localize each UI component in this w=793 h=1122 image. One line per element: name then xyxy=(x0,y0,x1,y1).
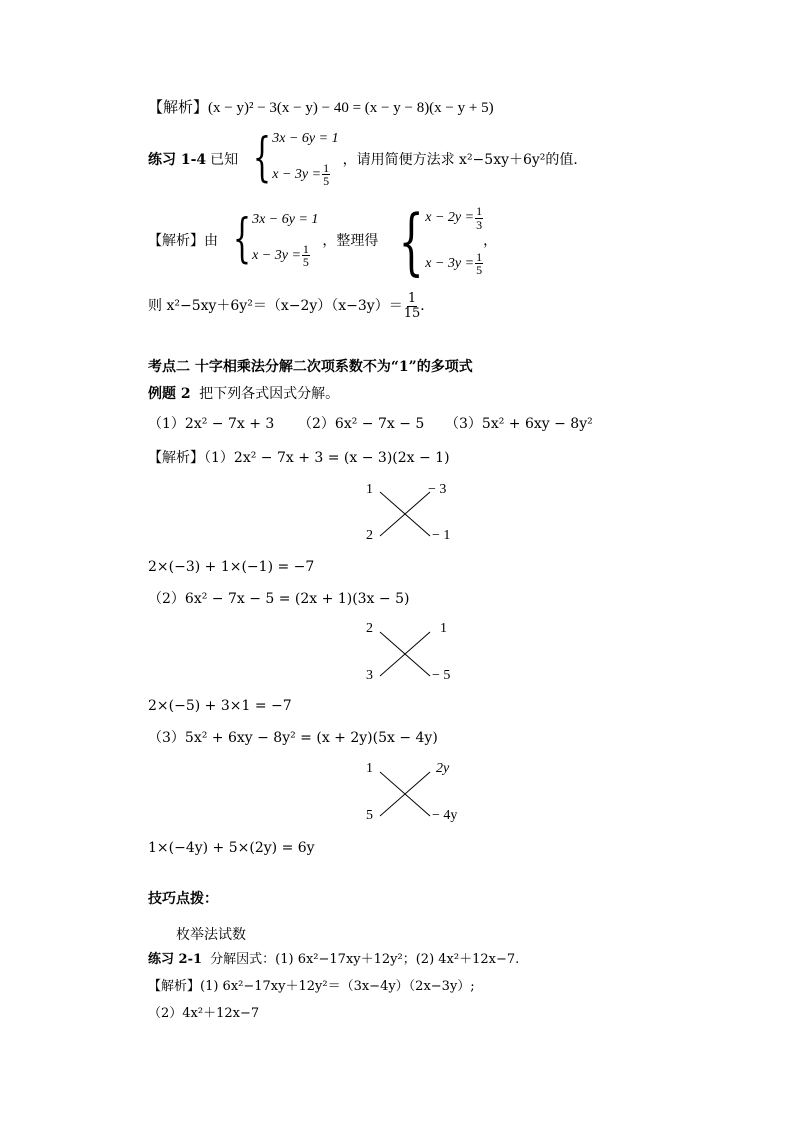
cross-lines xyxy=(360,617,470,687)
numerator: 1 xyxy=(323,160,330,175)
practice-label: 练习 2-1 xyxy=(148,952,203,967)
fraction xyxy=(475,205,483,231)
cross-top-right: 1 xyxy=(440,621,447,636)
solution-label: 【解析】由 xyxy=(148,233,218,249)
solution-2: （2）6x² − 7x − 5 = (2x + 1)(3x − 5) xyxy=(148,591,410,607)
numerator: 1 xyxy=(476,249,483,264)
equation-system-3 xyxy=(378,199,483,283)
tips-title: 技巧点拨： xyxy=(148,891,218,907)
numerator: 1 xyxy=(476,204,483,218)
problem-3: （3）5x² + 6xy − 8y² xyxy=(445,416,593,432)
tips-text: 枚举法试数 xyxy=(176,927,246,943)
fraction xyxy=(302,243,310,269)
cross-bottom-right: − 1 xyxy=(432,528,451,543)
equation-system-1 xyxy=(238,128,339,189)
denominator: 15 xyxy=(403,305,421,321)
brace-icon: { xyxy=(232,209,252,269)
equation-lhs: x − 3y = xyxy=(252,247,301,263)
solution-end: ， xyxy=(483,233,498,249)
denominator: 5 xyxy=(323,174,330,189)
cross-lines xyxy=(360,478,470,548)
solution-mid-text: ，整理得 xyxy=(322,233,379,249)
cross-bottom-left: 2 xyxy=(366,528,373,543)
check-3: 1×(−4y) + 5×(2y) = 6y xyxy=(148,840,315,856)
solution-systems xyxy=(148,199,498,283)
solution-3: （3）5x² + 6xy − 8y² = (x + 2y)(5x − 4y) xyxy=(148,730,438,746)
answer-2-1-1: 【解析】(1) 6x²−17xy＋12y²＝（3x−4y）（2x−3y）; xyxy=(148,979,475,994)
cross-top-right: − 3 xyxy=(428,482,447,497)
practice-question: ，请用简便方法求 x²−5xy＋6y²的值． xyxy=(342,152,588,168)
brace-icon: { xyxy=(253,128,272,188)
practice-text: 分解因式：(1) 6x²−17xy＋12y²；(2) 4x²＋12x−7. xyxy=(210,952,520,967)
check-2: 2×(−5) + 3×1 = −7 xyxy=(148,698,292,714)
cross-lines xyxy=(360,757,470,827)
example-label: 例题 2 xyxy=(148,386,191,402)
solution-text: 【解析】(x − y)² − 3(x − y) − 40 = (x − y − 8)(x − y + 5) xyxy=(148,100,494,116)
known-text: 已知 xyxy=(210,152,239,168)
check-1: 2×(−3) + 1×(−1) = −7 xyxy=(148,559,315,575)
cross-bottom-right: − 4y xyxy=(432,808,458,823)
cross-top-left: 1 xyxy=(366,482,373,497)
equation-row xyxy=(252,243,318,269)
equation-system-2 xyxy=(218,209,319,270)
equation-row xyxy=(272,162,338,188)
fraction xyxy=(404,292,421,320)
denominator: 5 xyxy=(476,263,483,278)
cross-diagram-2 xyxy=(360,617,470,687)
cross-top-right: 2y xyxy=(436,761,450,776)
equation-lhs: x − 2y = xyxy=(425,210,475,226)
example-text: 把下列各式因式分解。 xyxy=(199,386,340,402)
brace-icon: { xyxy=(399,199,425,283)
numerator: 1 xyxy=(407,291,417,306)
example-2 xyxy=(148,387,339,401)
practice-label: 练习 1-4 xyxy=(148,152,207,168)
numerator: 1 xyxy=(302,241,309,256)
denominator: 3 xyxy=(476,217,483,232)
result-text: 则 x²−5xy＋6y²＝（x−2y）（x−3y）＝ xyxy=(148,298,403,315)
equation-row: 3x − 6y = 1 xyxy=(252,212,319,227)
result-end: ． xyxy=(420,298,435,315)
answer-2-1-2: （2）4x²＋12x−7 xyxy=(148,1006,260,1021)
equation-row xyxy=(425,251,483,277)
equation-row: 3x − 6y = 1 xyxy=(272,131,339,146)
fraction xyxy=(475,251,483,277)
solution-line-1 xyxy=(148,101,494,116)
cross-bottom-right: − 5 xyxy=(432,668,451,683)
cross-bottom-left: 5 xyxy=(366,808,373,823)
cross-diagram-1 xyxy=(360,478,470,548)
problem-2: （2）6x² − 7x − 5 xyxy=(298,416,425,432)
problem-1: （1）2x² − 7x + 3 xyxy=(148,416,275,432)
solution-1: 【解析】（1）2x² − 7x + 3 = (x − 3)(2x − 1) xyxy=(148,450,450,466)
denominator: 5 xyxy=(302,255,309,270)
fraction xyxy=(322,162,330,188)
cross-bottom-left: 3 xyxy=(366,668,373,683)
result-line xyxy=(148,292,434,320)
cross-diagram-3 xyxy=(360,757,470,827)
practice-1-4 xyxy=(148,128,588,189)
equation-lhs: x − 3y = xyxy=(425,255,475,271)
section-title: 考点二 十字相乘法分解二次项系数不为“1”的多项式 xyxy=(148,359,473,375)
equation-row xyxy=(425,205,483,231)
cross-top-left: 1 xyxy=(366,761,373,776)
equation-lhs: x − 3y = xyxy=(272,166,322,182)
practice-2-1 xyxy=(148,953,519,966)
cross-top-left: 2 xyxy=(366,621,373,636)
